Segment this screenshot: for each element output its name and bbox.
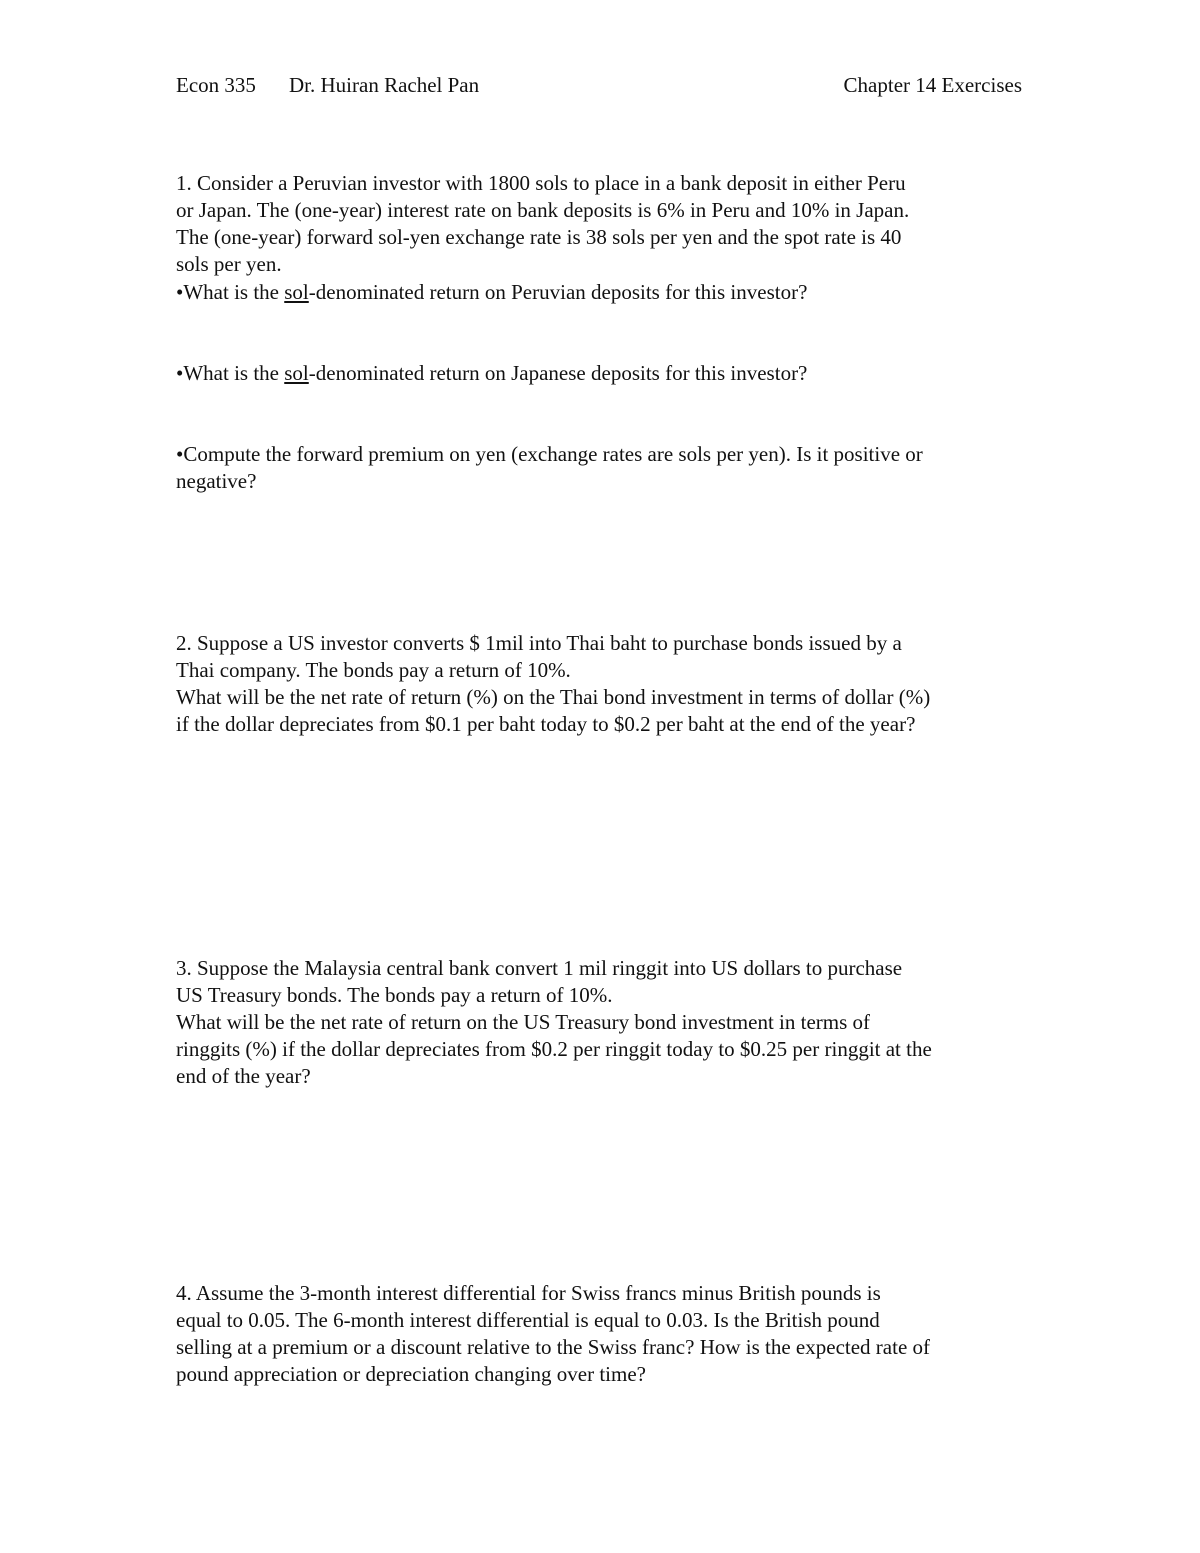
q4-text-line: selling at a premium or a discount relative to the Swiss franc? How is the expected rate of [176, 1335, 931, 1359]
q3-text-line: US Treasury bonds. The bonds pay a return of 10%. [176, 983, 613, 1007]
q2-text-line: 2. Suppose a US investor converts $ 1mil into Thai baht to purchase bonds issued by a [176, 631, 902, 655]
course-code: Econ 335 [176, 73, 256, 97]
q1-text-line: 1. Consider a Peruvian investor with 1800 sols to place in a bank deposit in either Peru [176, 171, 906, 195]
q3-text-line: 3. Suppose the Malaysia central bank convert 1 mil ringgit into US dollars to purchase [176, 956, 903, 980]
q1-subquestion-b [176, 360, 807, 387]
q1-subquestion-c: negative? [176, 469, 257, 493]
q1a-prefix: •What is the [176, 280, 285, 304]
q2-text-line: What will be the net rate of return (%) on the Thai bond investment in terms of dollar (%) [176, 685, 931, 709]
q1-subquestion-a [176, 279, 807, 306]
q4-text-line: 4. Assume the 3-month interest differential for Swiss francs minus British pounds is [176, 1281, 881, 1305]
q4-text-line: pound appreciation or depreciation changing over time? [176, 1362, 646, 1386]
q3-text-line: end of the year? [176, 1064, 311, 1088]
q1-text-line: The (one-year) forward sol-yen exchange rate is 38 sols per yen and the spot rate is 40 [176, 225, 902, 249]
q2-text-line: if the dollar depreciates from $0.1 per baht today to $0.2 per baht at the end of the year? [176, 712, 916, 736]
page-title: Chapter 14 Exercises [843, 73, 1022, 97]
q2-text-line: Thai company. The bonds pay a return of 10%. [176, 658, 571, 682]
q1-text-line: sols per yen. [176, 252, 282, 276]
instructor-name: Dr. Huiran Rachel Pan [289, 73, 480, 97]
q1a-underlined-word: sol [284, 280, 309, 304]
q1-subquestion-c: •Compute the forward premium on yen (exchange rates are sols per yen). Is it positive or [176, 442, 923, 466]
q1b-suffix: -denominated return on Japanese deposits for this investor? [308, 361, 808, 385]
q4-text-line: equal to 0.05. The 6-month interest differential is equal to 0.03. Is the British pound [176, 1308, 880, 1332]
q1b-underlined-word: sol [284, 361, 309, 385]
q1a-suffix: -denominated return on Peruvian deposits for this investor? [308, 280, 808, 304]
q3-text-line: ringgits (%) if the dollar depreciates from $0.2 per ringgit today to $0.25 per ringgit at the [176, 1037, 932, 1061]
q3-text-line: What will be the net rate of return on the US Treasury bond investment in terms of [176, 1010, 871, 1034]
q1b-prefix: •What is the [176, 361, 285, 385]
q1-text-line: or Japan. The (one-year) interest rate on bank deposits is 6% in Peru and 10% in Japan. [176, 198, 910, 222]
